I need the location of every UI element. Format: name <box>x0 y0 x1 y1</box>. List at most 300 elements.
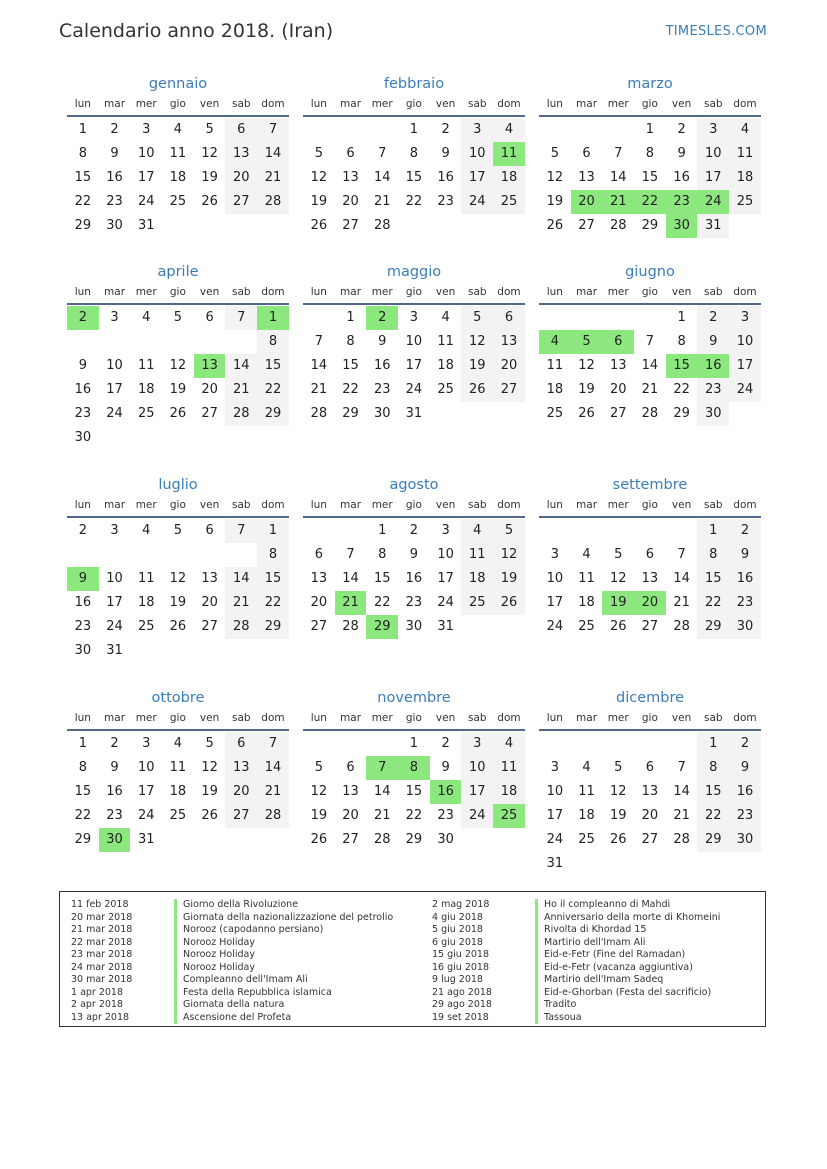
day-cell[interactable]: 4 <box>173 122 183 137</box>
day-cell[interactable]: 30 <box>74 430 92 445</box>
day-cell[interactable]: 31 <box>697 214 729 238</box>
day-cell[interactable]: 28 <box>225 402 257 426</box>
day-cell[interactable]: 23 <box>74 406 92 421</box>
day-cell[interactable]: 29 <box>641 218 659 233</box>
holiday-day-cell[interactable]: 30 <box>666 214 698 238</box>
day-cell[interactable]: 15 <box>373 571 391 586</box>
day-cell[interactable]: 12 <box>461 330 493 354</box>
day-cell[interactable]: 2 <box>677 122 686 137</box>
holiday-day-cell[interactable]: 1 <box>257 306 289 330</box>
day-cell[interactable]: 24 <box>405 382 423 397</box>
day-cell[interactable]: 15 <box>697 567 729 591</box>
day-cell[interactable]: 15 <box>74 170 92 185</box>
day-cell[interactable]: 14 <box>257 142 289 166</box>
day-cell[interactable]: 29 <box>74 218 92 233</box>
day-cell[interactable]: 8 <box>409 146 419 161</box>
day-cell[interactable]: 22 <box>697 804 729 828</box>
day-cell[interactable]: 10 <box>106 571 123 586</box>
day-cell[interactable]: 19 <box>169 595 187 610</box>
holiday-day-cell[interactable]: 22 <box>634 190 666 214</box>
day-cell[interactable]: 5 <box>493 519 525 543</box>
day-cell[interactable]: 7 <box>614 146 623 161</box>
day-cell[interactable]: 16 <box>373 358 391 373</box>
day-cell[interactable]: 10 <box>437 547 454 562</box>
day-cell[interactable]: 25 <box>437 382 454 397</box>
day-cell[interactable]: 10 <box>106 358 123 373</box>
day-cell[interactable]: 3 <box>697 118 729 142</box>
day-cell[interactable]: 23 <box>697 378 729 402</box>
day-cell[interactable]: 11 <box>137 571 155 586</box>
day-cell[interactable]: 20 <box>609 382 627 397</box>
day-cell[interactable]: 8 <box>257 330 289 354</box>
day-cell[interactable]: 11 <box>578 571 595 586</box>
day-cell[interactable]: 5 <box>205 736 214 751</box>
day-cell[interactable]: 14 <box>673 784 690 799</box>
day-cell[interactable]: 19 <box>201 170 218 185</box>
day-cell[interactable]: 12 <box>310 170 328 185</box>
day-cell[interactable]: 21 <box>373 194 391 209</box>
day-cell[interactable]: 20 <box>493 354 525 378</box>
day-cell[interactable]: 26 <box>201 808 218 823</box>
holiday-day-cell[interactable]: 2 <box>67 306 99 330</box>
day-cell[interactable]: 14 <box>373 784 391 799</box>
day-cell[interactable]: 14 <box>342 571 359 586</box>
day-cell[interactable]: 3 <box>110 310 119 325</box>
day-cell[interactable]: 25 <box>461 591 493 615</box>
day-cell[interactable]: 2 <box>729 732 761 756</box>
day-cell[interactable]: 18 <box>137 595 155 610</box>
day-cell[interactable]: 3 <box>110 523 119 538</box>
day-cell[interactable]: 16 <box>106 784 123 799</box>
day-cell[interactable]: 8 <box>78 760 87 775</box>
day-cell[interactable]: 9 <box>697 330 729 354</box>
day-cell[interactable]: 14 <box>310 358 328 373</box>
day-cell[interactable]: 27 <box>225 804 257 828</box>
day-cell[interactable]: 10 <box>697 142 729 166</box>
day-cell[interactable]: 25 <box>578 619 595 634</box>
day-cell[interactable]: 12 <box>169 358 187 373</box>
day-cell[interactable]: 26 <box>169 406 187 421</box>
day-cell[interactable]: 7 <box>677 547 686 562</box>
holiday-day-cell[interactable]: 5 <box>571 330 603 354</box>
day-cell[interactable]: 15 <box>74 784 92 799</box>
day-cell[interactable]: 21 <box>641 382 659 397</box>
day-cell[interactable]: 19 <box>578 382 595 397</box>
day-cell[interactable]: 30 <box>373 406 391 421</box>
day-cell[interactable]: 23 <box>74 619 92 634</box>
day-cell[interactable]: 11 <box>137 358 155 373</box>
day-cell[interactable]: 9 <box>409 547 419 562</box>
day-cell[interactable]: 29 <box>697 615 729 639</box>
day-cell[interactable]: 25 <box>137 406 155 421</box>
day-cell[interactable]: 23 <box>373 382 391 397</box>
day-cell[interactable]: 12 <box>578 358 595 373</box>
day-cell[interactable]: 7 <box>257 118 289 142</box>
day-cell[interactable]: 18 <box>493 166 525 190</box>
day-cell[interactable]: 10 <box>137 146 155 161</box>
day-cell[interactable]: 12 <box>169 571 187 586</box>
day-cell[interactable]: 12 <box>310 784 328 799</box>
day-cell[interactable]: 17 <box>461 780 493 804</box>
day-cell[interactable]: 16 <box>729 567 761 591</box>
day-cell[interactable]: 3 <box>461 732 493 756</box>
day-cell[interactable]: 17 <box>546 595 564 610</box>
holiday-day-cell[interactable]: 9 <box>67 567 99 591</box>
day-cell[interactable]: 14 <box>257 756 289 780</box>
day-cell[interactable]: 3 <box>409 310 419 325</box>
day-cell[interactable]: 28 <box>310 406 328 421</box>
day-cell[interactable]: 11 <box>578 784 595 799</box>
holiday-day-cell[interactable]: 21 <box>602 190 634 214</box>
day-cell[interactable]: 28 <box>673 832 690 847</box>
day-cell[interactable]: 7 <box>225 306 257 330</box>
day-cell[interactable]: 7 <box>257 732 289 756</box>
day-cell[interactable]: 18 <box>578 595 595 610</box>
day-cell[interactable]: 2 <box>729 519 761 543</box>
day-cell[interactable]: 21 <box>673 595 690 610</box>
day-cell[interactable]: 27 <box>225 190 257 214</box>
day-cell[interactable]: 1 <box>78 122 87 137</box>
day-cell[interactable]: 20 <box>225 780 257 804</box>
holiday-day-cell[interactable]: 21 <box>335 591 367 615</box>
day-cell[interactable]: 30 <box>729 828 761 852</box>
day-cell[interactable]: 29 <box>342 406 359 421</box>
day-cell[interactable]: 17 <box>697 166 729 190</box>
day-cell[interactable]: 7 <box>378 146 387 161</box>
day-cell[interactable]: 21 <box>257 166 289 190</box>
day-cell[interactable]: 4 <box>441 310 450 325</box>
day-cell[interactable]: 19 <box>169 382 187 397</box>
day-cell[interactable]: 21 <box>257 780 289 804</box>
day-cell[interactable]: 28 <box>609 218 627 233</box>
day-cell[interactable]: 17 <box>137 784 155 799</box>
day-cell[interactable]: 7 <box>677 760 686 775</box>
day-cell[interactable]: 4 <box>493 732 525 756</box>
day-cell[interactable]: 25 <box>546 406 564 421</box>
day-cell[interactable]: 24 <box>546 619 564 634</box>
holiday-day-cell[interactable]: 15 <box>666 354 698 378</box>
day-cell[interactable]: 4 <box>142 310 151 325</box>
day-cell[interactable]: 22 <box>74 194 92 209</box>
holiday-day-cell[interactable]: 2 <box>366 306 398 330</box>
day-cell[interactable]: 13 <box>641 571 659 586</box>
day-cell[interactable]: 19 <box>493 567 525 591</box>
day-cell[interactable]: 13 <box>225 142 257 166</box>
day-cell[interactable]: 31 <box>437 619 454 634</box>
day-cell[interactable]: 7 <box>314 334 323 349</box>
day-cell[interactable]: 6 <box>346 146 355 161</box>
day-cell[interactable]: 12 <box>609 571 627 586</box>
day-cell[interactable]: 15 <box>697 780 729 804</box>
day-cell[interactable]: 8 <box>697 756 729 780</box>
day-cell[interactable]: 24 <box>137 194 155 209</box>
day-cell[interactable]: 2 <box>78 523 87 538</box>
day-cell[interactable]: 20 <box>342 194 359 209</box>
day-cell[interactable]: 28 <box>225 615 257 639</box>
day-cell[interactable]: 6 <box>225 118 257 142</box>
day-cell[interactable]: 3 <box>550 547 559 562</box>
holiday-day-cell[interactable]: 16 <box>697 354 729 378</box>
holiday-day-cell[interactable]: 4 <box>539 330 571 354</box>
day-cell[interactable]: 23 <box>437 194 454 209</box>
day-cell[interactable]: 9 <box>729 543 761 567</box>
day-cell[interactable]: 25 <box>169 194 187 209</box>
day-cell[interactable]: 18 <box>169 170 187 185</box>
day-cell[interactable]: 8 <box>346 334 355 349</box>
day-cell[interactable]: 28 <box>641 406 659 421</box>
holiday-day-cell[interactable]: 25 <box>493 804 525 828</box>
day-cell[interactable]: 16 <box>106 170 123 185</box>
day-cell[interactable]: 29 <box>673 406 690 421</box>
day-cell[interactable]: 7 <box>225 519 257 543</box>
day-cell[interactable]: 27 <box>310 619 328 634</box>
day-cell[interactable]: 5 <box>614 547 623 562</box>
day-cell[interactable]: 17 <box>461 166 493 190</box>
day-cell[interactable]: 5 <box>173 523 183 538</box>
day-cell[interactable]: 19 <box>201 784 218 799</box>
day-cell[interactable]: 11 <box>729 142 761 166</box>
day-cell[interactable]: 8 <box>257 543 289 567</box>
day-cell[interactable]: 16 <box>405 571 423 586</box>
day-cell[interactable]: 13 <box>310 571 328 586</box>
day-cell[interactable]: 26 <box>310 218 328 233</box>
day-cell[interactable]: 9 <box>110 760 119 775</box>
day-cell[interactable]: 28 <box>373 218 391 233</box>
day-cell[interactable]: 20 <box>225 166 257 190</box>
day-cell[interactable]: 15 <box>641 170 659 185</box>
day-cell[interactable]: 14 <box>225 354 257 378</box>
day-cell[interactable]: 26 <box>310 832 328 847</box>
day-cell[interactable]: 26 <box>609 832 627 847</box>
day-cell[interactable]: 2 <box>110 122 119 137</box>
day-cell[interactable]: 2 <box>110 736 119 751</box>
day-cell[interactable]: 1 <box>409 736 419 751</box>
day-cell[interactable]: 13 <box>641 784 659 799</box>
day-cell[interactable]: 5 <box>550 146 559 161</box>
day-cell[interactable]: 30 <box>74 643 92 658</box>
day-cell[interactable]: 29 <box>257 402 289 426</box>
day-cell[interactable]: 18 <box>461 567 493 591</box>
day-cell[interactable]: 26 <box>493 591 525 615</box>
day-cell[interactable]: 24 <box>137 808 155 823</box>
day-cell[interactable]: 8 <box>645 146 655 161</box>
day-cell[interactable]: 4 <box>173 736 183 751</box>
day-cell[interactable]: 20 <box>201 595 218 610</box>
day-cell[interactable]: 12 <box>493 543 525 567</box>
day-cell[interactable]: 1 <box>677 310 686 325</box>
day-cell[interactable]: 18 <box>437 358 454 373</box>
day-cell[interactable]: 12 <box>609 784 627 799</box>
day-cell[interactable]: 22 <box>74 808 92 823</box>
day-cell[interactable]: 17 <box>437 571 454 586</box>
day-cell[interactable]: 1 <box>697 519 729 543</box>
day-cell[interactable]: 9 <box>110 146 119 161</box>
day-cell[interactable]: 15 <box>257 567 289 591</box>
day-cell[interactable]: 31 <box>546 856 564 871</box>
day-cell[interactable]: 18 <box>169 784 187 799</box>
day-cell[interactable]: 16 <box>74 595 92 610</box>
day-cell[interactable]: 18 <box>546 382 564 397</box>
day-cell[interactable]: 28 <box>342 619 359 634</box>
holiday-day-cell[interactable]: 20 <box>634 591 666 615</box>
holiday-day-cell[interactable]: 30 <box>99 828 131 852</box>
day-cell[interactable]: 3 <box>142 736 151 751</box>
day-cell[interactable]: 6 <box>225 732 257 756</box>
day-cell[interactable]: 22 <box>405 808 423 823</box>
day-cell[interactable]: 24 <box>729 378 761 402</box>
day-cell[interactable]: 23 <box>437 808 454 823</box>
day-cell[interactable]: 27 <box>641 832 659 847</box>
day-cell[interactable]: 19 <box>310 194 328 209</box>
day-cell[interactable]: 9 <box>441 146 450 161</box>
day-cell[interactable]: 10 <box>546 571 564 586</box>
day-cell[interactable]: 11 <box>169 146 187 161</box>
day-cell[interactable]: 29 <box>74 832 92 847</box>
day-cell[interactable]: 24 <box>106 406 123 421</box>
holiday-day-cell[interactable]: 24 <box>697 190 729 214</box>
day-cell[interactable]: 19 <box>461 354 493 378</box>
day-cell[interactable]: 14 <box>225 567 257 591</box>
day-cell[interactable]: 26 <box>578 406 595 421</box>
day-cell[interactable]: 28 <box>373 832 391 847</box>
day-cell[interactable]: 30 <box>697 402 729 426</box>
day-cell[interactable]: 18 <box>729 166 761 190</box>
day-cell[interactable]: 21 <box>225 591 257 615</box>
holiday-day-cell[interactable]: 7 <box>366 756 398 780</box>
day-cell[interactable]: 15 <box>405 784 423 799</box>
day-cell[interactable]: 30 <box>405 619 423 634</box>
day-cell[interactable]: 18 <box>493 780 525 804</box>
day-cell[interactable]: 5 <box>173 310 183 325</box>
day-cell[interactable]: 4 <box>729 118 761 142</box>
day-cell[interactable]: 5 <box>314 760 323 775</box>
holiday-day-cell[interactable]: 11 <box>493 142 525 166</box>
day-cell[interactable]: 24 <box>461 804 493 828</box>
day-cell[interactable]: 26 <box>546 218 564 233</box>
holiday-day-cell[interactable]: 16 <box>430 780 462 804</box>
day-cell[interactable]: 27 <box>609 406 627 421</box>
day-cell[interactable]: 19 <box>310 808 328 823</box>
day-cell[interactable]: 2 <box>697 306 729 330</box>
day-cell[interactable]: 23 <box>106 808 123 823</box>
day-cell[interactable]: 2 <box>441 736 450 751</box>
holiday-day-cell[interactable]: 20 <box>571 190 603 214</box>
holiday-day-cell[interactable]: 6 <box>602 330 634 354</box>
day-cell[interactable]: 28 <box>673 619 690 634</box>
day-cell[interactable]: 26 <box>169 619 187 634</box>
day-cell[interactable]: 25 <box>169 808 187 823</box>
day-cell[interactable]: 10 <box>461 142 493 166</box>
day-cell[interactable]: 12 <box>546 170 564 185</box>
day-cell[interactable]: 1 <box>409 122 419 137</box>
day-cell[interactable]: 30 <box>729 615 761 639</box>
day-cell[interactable]: 27 <box>342 832 359 847</box>
day-cell[interactable]: 9 <box>78 358 87 373</box>
day-cell[interactable]: 14 <box>673 571 690 586</box>
day-cell[interactable]: 6 <box>205 523 214 538</box>
day-cell[interactable]: 23 <box>405 595 423 610</box>
day-cell[interactable]: 16 <box>437 170 454 185</box>
day-cell[interactable]: 1 <box>78 736 87 751</box>
day-cell[interactable]: 5 <box>461 306 493 330</box>
day-cell[interactable]: 29 <box>405 832 423 847</box>
day-cell[interactable]: 27 <box>493 378 525 402</box>
day-cell[interactable]: 28 <box>257 190 289 214</box>
holiday-day-cell[interactable]: 23 <box>666 190 698 214</box>
day-cell[interactable]: 13 <box>225 756 257 780</box>
day-cell[interactable]: 12 <box>201 760 218 775</box>
day-cell[interactable]: 8 <box>78 146 87 161</box>
day-cell[interactable]: 31 <box>137 832 155 847</box>
day-cell[interactable]: 11 <box>461 543 493 567</box>
day-cell[interactable]: 28 <box>257 804 289 828</box>
day-cell[interactable]: 13 <box>609 358 627 373</box>
day-cell[interactable]: 8 <box>378 547 387 562</box>
day-cell[interactable]: 14 <box>373 170 391 185</box>
day-cell[interactable]: 22 <box>405 194 423 209</box>
day-cell[interactable]: 4 <box>582 547 591 562</box>
day-cell[interactable]: 9 <box>677 146 686 161</box>
day-cell[interactable]: 6 <box>314 547 323 562</box>
day-cell[interactable]: 1 <box>346 310 355 325</box>
day-cell[interactable]: 1 <box>378 523 387 538</box>
day-cell[interactable]: 1 <box>257 519 289 543</box>
day-cell[interactable]: 17 <box>106 595 123 610</box>
day-cell[interactable]: 30 <box>437 832 454 847</box>
day-cell[interactable]: 31 <box>137 218 155 233</box>
day-cell[interactable]: 13 <box>578 170 595 185</box>
day-cell[interactable]: 10 <box>405 334 423 349</box>
day-cell[interactable]: 1 <box>645 122 655 137</box>
day-cell[interactable]: 4 <box>582 760 591 775</box>
day-cell[interactable]: 25 <box>729 190 761 214</box>
day-cell[interactable]: 6 <box>582 146 591 161</box>
day-cell[interactable]: 19 <box>546 194 564 209</box>
day-cell[interactable]: 3 <box>461 118 493 142</box>
holiday-day-cell[interactable]: 13 <box>194 354 226 378</box>
day-cell[interactable]: 11 <box>437 334 454 349</box>
day-cell[interactable]: 30 <box>106 218 123 233</box>
day-cell[interactable]: 31 <box>106 643 123 658</box>
day-cell[interactable]: 31 <box>405 406 423 421</box>
day-cell[interactable]: 10 <box>546 784 564 799</box>
day-cell[interactable]: 21 <box>373 808 391 823</box>
day-cell[interactable]: 13 <box>342 170 359 185</box>
day-cell[interactable]: 10 <box>137 760 155 775</box>
day-cell[interactable]: 25 <box>493 190 525 214</box>
day-cell[interactable]: 17 <box>137 170 155 185</box>
day-cell[interactable]: 22 <box>257 378 289 402</box>
day-cell[interactable]: 15 <box>342 358 359 373</box>
day-cell[interactable]: 11 <box>546 358 564 373</box>
day-cell[interactable]: 5 <box>205 122 214 137</box>
day-cell[interactable]: 22 <box>257 591 289 615</box>
site-logo-link[interactable]: TIMESLES.COM <box>665 24 767 39</box>
day-cell[interactable]: 17 <box>106 382 123 397</box>
day-cell[interactable]: 16 <box>673 170 690 185</box>
day-cell[interactable]: 21 <box>310 382 328 397</box>
day-cell[interactable]: 6 <box>346 760 355 775</box>
day-cell[interactable]: 17 <box>729 354 761 378</box>
day-cell[interactable]: 6 <box>645 547 655 562</box>
day-cell[interactable]: 7 <box>645 334 655 349</box>
day-cell[interactable]: 29 <box>697 828 729 852</box>
day-cell[interactable]: 8 <box>677 334 686 349</box>
day-cell[interactable]: 27 <box>201 406 218 421</box>
day-cell[interactable]: 21 <box>673 808 690 823</box>
day-cell[interactable]: 9 <box>729 756 761 780</box>
day-cell[interactable]: 24 <box>106 619 123 634</box>
